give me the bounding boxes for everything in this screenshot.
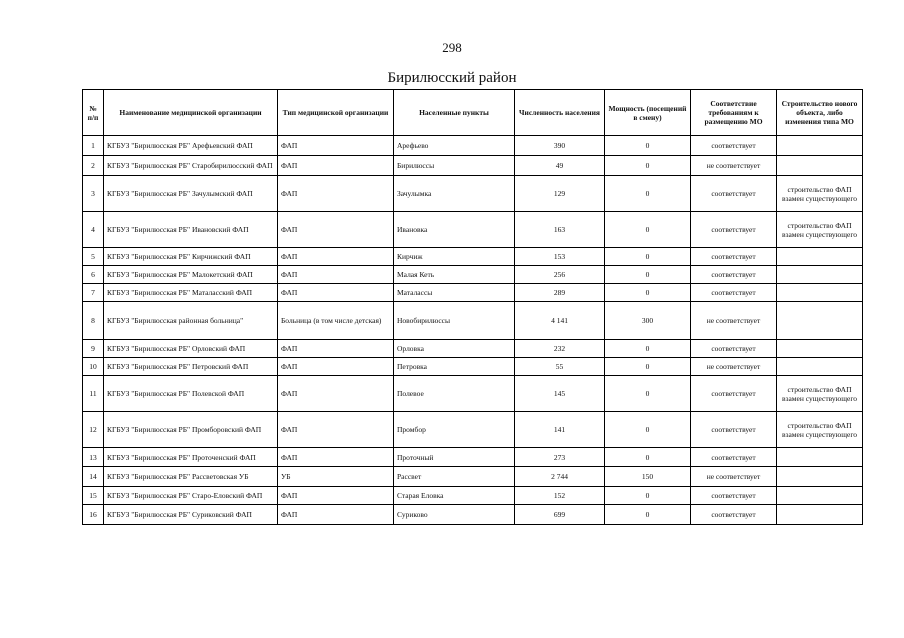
- cell-row-num: 15: [83, 487, 104, 505]
- cell-row-num: 5: [83, 248, 104, 266]
- cell-construction: [777, 284, 863, 302]
- cell-settlement: Зачулымка: [394, 176, 515, 212]
- cell-capacity: 150: [605, 467, 691, 487]
- header-compliance: Соответствие требованиям к размещению МО: [691, 90, 777, 136]
- table-row: [83, 176, 863, 212]
- cell-population: 390: [515, 136, 605, 156]
- cell-capacity: 0: [605, 412, 691, 448]
- cell-construction: [777, 448, 863, 467]
- cell-construction: [777, 358, 863, 376]
- table-row: [83, 248, 863, 266]
- cell-settlement: Маталассы: [394, 284, 515, 302]
- header-num: № п/п: [83, 90, 104, 136]
- cell-row-num: 4: [83, 212, 104, 248]
- cell-org-type: Больница (в том числе детская): [278, 302, 394, 340]
- cell-construction: [777, 156, 863, 176]
- table-row: [83, 340, 863, 358]
- cell-settlement: Ивановка: [394, 212, 515, 248]
- cell-compliance: соответствует: [691, 412, 777, 448]
- cell-compliance: соответствует: [691, 284, 777, 302]
- cell-org-name: КГБУЗ "Бирилюсская РБ" Маталасский ФАП: [104, 284, 278, 302]
- cell-org-name: КГБУЗ "Бирилюсская РБ" Орловский ФАП: [104, 340, 278, 358]
- cell-settlement: Полевое: [394, 376, 515, 412]
- table-row: [83, 467, 863, 487]
- cell-org-type: ФАП: [278, 284, 394, 302]
- cell-org-type: ФАП: [278, 487, 394, 505]
- cell-org-name: КГБУЗ "Бирилюсская РБ" Малокетский ФАП: [104, 266, 278, 284]
- cell-population: 152: [515, 487, 605, 505]
- cell-row-num: 13: [83, 448, 104, 467]
- cell-capacity: 0: [605, 448, 691, 467]
- cell-construction: [777, 505, 863, 525]
- cell-org-type: ФАП: [278, 176, 394, 212]
- cell-capacity: 300: [605, 302, 691, 340]
- cell-org-type: ФАП: [278, 136, 394, 156]
- cell-compliance: не соответствует: [691, 156, 777, 176]
- cell-population: 273: [515, 448, 605, 467]
- cell-org-name: КГБУЗ "Бирилюсская РБ" Арефьевский ФАП: [104, 136, 278, 156]
- table-row: [83, 487, 863, 505]
- header-row: [83, 90, 863, 136]
- cell-org-name: КГБУЗ "Бирилюсская РБ" Проточенский ФАП: [104, 448, 278, 467]
- cell-capacity: 0: [605, 266, 691, 284]
- table-row: [83, 212, 863, 248]
- cell-construction: [777, 248, 863, 266]
- header-capacity: Мощность (посещений в смену): [605, 90, 691, 136]
- medical-organizations-table: [82, 89, 863, 525]
- cell-org-type: ФАП: [278, 505, 394, 525]
- cell-org-name: КГБУЗ "Бирилюсская РБ" Кирчижский ФАП: [104, 248, 278, 266]
- cell-settlement: Кирчиж: [394, 248, 515, 266]
- cell-settlement: Рассвет: [394, 467, 515, 487]
- cell-org-name: КГБУЗ "Бирилюсская РБ" Старобирилюсский ФАП: [104, 156, 278, 176]
- cell-settlement: Промбор: [394, 412, 515, 448]
- cell-capacity: 0: [605, 340, 691, 358]
- cell-row-num: 1: [83, 136, 104, 156]
- cell-capacity: 0: [605, 136, 691, 156]
- cell-capacity: 0: [605, 248, 691, 266]
- cell-population: 256: [515, 266, 605, 284]
- cell-row-num: 7: [83, 284, 104, 302]
- cell-org-name: КГБУЗ "Бирилюсская РБ" Петровский ФАП: [104, 358, 278, 376]
- cell-org-name: КГБУЗ "Бирилюсская РБ" Рассветовская УБ: [104, 467, 278, 487]
- cell-row-num: 9: [83, 340, 104, 358]
- cell-compliance: соответствует: [691, 248, 777, 266]
- cell-compliance: соответствует: [691, 505, 777, 525]
- cell-capacity: 0: [605, 212, 691, 248]
- cell-row-num: 10: [83, 358, 104, 376]
- cell-population: 232: [515, 340, 605, 358]
- header-construction: Строительство нового объекта, либо изменения типа МО: [777, 90, 863, 136]
- cell-population: 141: [515, 412, 605, 448]
- cell-org-type: ФАП: [278, 340, 394, 358]
- cell-settlement: Старая Еловка: [394, 487, 515, 505]
- cell-org-type: УБ: [278, 467, 394, 487]
- table-row: [83, 448, 863, 467]
- cell-compliance: не соответствует: [691, 358, 777, 376]
- cell-population: 49: [515, 156, 605, 176]
- header-type: Тип медицинской организации: [278, 90, 394, 136]
- cell-compliance: соответствует: [691, 212, 777, 248]
- cell-population: 289: [515, 284, 605, 302]
- cell-org-type: ФАП: [278, 412, 394, 448]
- cell-row-num: 12: [83, 412, 104, 448]
- cell-construction: строительство ФАП взамен существующего: [777, 176, 863, 212]
- cell-compliance: соответствует: [691, 136, 777, 156]
- cell-org-name: КГБУЗ "Бирилюсская РБ" Суриковский ФАП: [104, 505, 278, 525]
- cell-org-name: КГБУЗ "Бирилюсская РБ" Зачулымский ФАП: [104, 176, 278, 212]
- cell-population: 699: [515, 505, 605, 525]
- cell-settlement: Петровка: [394, 358, 515, 376]
- cell-construction: строительство ФАП взамен существующего: [777, 212, 863, 248]
- cell-settlement: Орловка: [394, 340, 515, 358]
- cell-settlement: Проточный: [394, 448, 515, 467]
- cell-org-name: КГБУЗ "Бирилюсская РБ" Промборовский ФАП: [104, 412, 278, 448]
- cell-compliance: соответствует: [691, 448, 777, 467]
- cell-capacity: 0: [605, 487, 691, 505]
- cell-org-type: ФАП: [278, 448, 394, 467]
- header-population: Численность населения: [515, 90, 605, 136]
- cell-construction: [777, 340, 863, 358]
- cell-compliance: соответствует: [691, 340, 777, 358]
- cell-row-num: 8: [83, 302, 104, 340]
- header-org: Наименование медицинской организации: [104, 90, 278, 136]
- cell-row-num: 14: [83, 467, 104, 487]
- cell-construction: [777, 302, 863, 340]
- cell-population: 2 744: [515, 467, 605, 487]
- table-row: [83, 505, 863, 525]
- cell-row-num: 11: [83, 376, 104, 412]
- table-row: [83, 358, 863, 376]
- cell-org-name: КГБУЗ "Бирилюсская районная больница": [104, 302, 278, 340]
- cell-row-num: 6: [83, 266, 104, 284]
- cell-construction: [777, 467, 863, 487]
- table-row: [83, 136, 863, 156]
- header-settlement: Населенные пункты: [394, 90, 515, 136]
- cell-org-type: ФАП: [278, 266, 394, 284]
- cell-compliance: не соответствует: [691, 302, 777, 340]
- page-number: 298: [442, 40, 462, 55]
- cell-population: 4 141: [515, 302, 605, 340]
- cell-capacity: 0: [605, 505, 691, 525]
- cell-row-num: 3: [83, 176, 104, 212]
- cell-compliance: не соответствует: [691, 467, 777, 487]
- cell-org-name: КГБУЗ "Бирилюсская РБ" Полевской ФАП: [104, 376, 278, 412]
- table-row: [83, 302, 863, 340]
- table-row: [83, 284, 863, 302]
- cell-capacity: 0: [605, 284, 691, 302]
- cell-org-name: КГБУЗ "Бирилюсская РБ" Ивановский ФАП: [104, 212, 278, 248]
- cell-population: 55: [515, 358, 605, 376]
- table-body: [83, 136, 863, 525]
- table-row: [83, 412, 863, 448]
- cell-construction: строительство ФАП взамен существующего: [777, 412, 863, 448]
- cell-population: 129: [515, 176, 605, 212]
- cell-capacity: 0: [605, 176, 691, 212]
- cell-population: 153: [515, 248, 605, 266]
- district-title: Бирилюсский район: [387, 70, 517, 86]
- cell-row-num: 16: [83, 505, 104, 525]
- cell-construction: строительство ФАП взамен существующего: [777, 376, 863, 412]
- cell-org-name: КГБУЗ "Бирилюсская РБ" Старо-Еловский ФАП: [104, 487, 278, 505]
- cell-construction: [777, 136, 863, 156]
- cell-settlement: Арефьево: [394, 136, 515, 156]
- cell-org-type: ФАП: [278, 376, 394, 412]
- cell-construction: [777, 487, 863, 505]
- cell-capacity: 0: [605, 358, 691, 376]
- cell-settlement: Бирилюссы: [394, 156, 515, 176]
- cell-compliance: соответствует: [691, 376, 777, 412]
- cell-settlement: Малая Кеть: [394, 266, 515, 284]
- cell-compliance: соответствует: [691, 176, 777, 212]
- table-row: [83, 376, 863, 412]
- cell-org-type: ФАП: [278, 248, 394, 266]
- cell-org-type: ФАП: [278, 156, 394, 176]
- cell-compliance: соответствует: [691, 266, 777, 284]
- cell-row-num: 2: [83, 156, 104, 176]
- cell-org-type: ФАП: [278, 358, 394, 376]
- table-row: [83, 156, 863, 176]
- cell-construction: [777, 266, 863, 284]
- cell-population: 163: [515, 212, 605, 248]
- cell-settlement: Новобирилюссы: [394, 302, 515, 340]
- cell-org-type: ФАП: [278, 212, 394, 248]
- cell-compliance: соответствует: [691, 487, 777, 505]
- cell-capacity: 0: [605, 156, 691, 176]
- cell-settlement: Суриково: [394, 505, 515, 525]
- cell-capacity: 0: [605, 376, 691, 412]
- cell-population: 145: [515, 376, 605, 412]
- table-row: [83, 266, 863, 284]
